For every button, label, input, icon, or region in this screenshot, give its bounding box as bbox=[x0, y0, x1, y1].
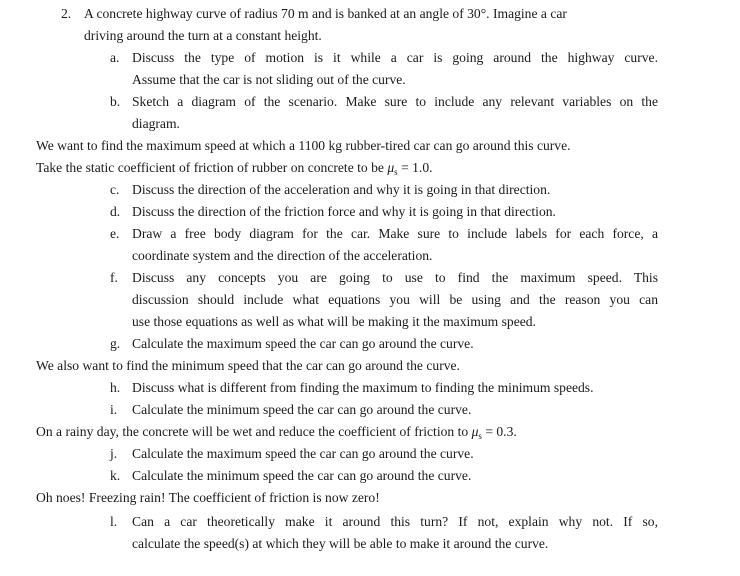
max-speed-intro-line2: Take the static coefficient of friction of rubber on concrete to be $\mu_s = 1.0$. bbox=[36, 160, 433, 177]
item-c-line1: Discuss the direction of the acceleration and why it is going in that direction. bbox=[132, 182, 551, 197]
problem-number: 2. bbox=[61, 6, 72, 21]
item-k-label: k. bbox=[110, 468, 121, 483]
min-speed-intro: We also want to find the minimum speed that the car can go around the curve. bbox=[36, 358, 460, 373]
max-speed-intro-line1: We want to find the maximum speed at which a 1100 kg rubber-tired car can go around this curve. bbox=[36, 138, 571, 153]
item-i-label: i. bbox=[110, 402, 118, 417]
item-j-label: j. bbox=[110, 446, 118, 461]
item-b-line1: Sketch a diagram of the scenario. Make sure to include any relevant variables on the bbox=[132, 94, 658, 109]
item-l-line1: Can a car theoretically make it around this turn? If not, explain why not. If so, bbox=[132, 514, 658, 529]
item-d-line1: Discuss the direction of the friction force and why it is going in that direction. bbox=[132, 204, 556, 219]
item-h-label: h. bbox=[110, 380, 121, 395]
item-f-line3: use those equations as well as what will be making it the maximum speed. bbox=[132, 314, 536, 329]
freezing-rain-intro: Oh noes! Freezing rain! The coefficient of friction is now zero! bbox=[36, 490, 380, 505]
item-a-line1: Discuss the type of motion is it while a car is going around the highway curve. bbox=[132, 50, 658, 65]
item-k-line1: Calculate the minimum speed the car can go around the curve. bbox=[132, 468, 472, 483]
item-h-line1: Discuss what is different from finding the maximum to finding the minimum speeds. bbox=[132, 380, 594, 395]
item-g-line1: Calculate the maximum speed the car can go around the curve. bbox=[132, 336, 474, 351]
item-e-label: e. bbox=[110, 226, 120, 241]
mu-symbol: μ bbox=[471, 424, 479, 439]
item-j-line1: Calculate the maximum speed the car can go around the curve. bbox=[132, 446, 474, 461]
rainy-day-intro: On a rainy day, the concrete will be wet and reduce the coefficient of friction to $\mu_s = 0.3$. bbox=[36, 424, 517, 441]
item-e-line2: coordinate system and the direction of the acceleration. bbox=[132, 248, 433, 263]
item-c-label: c. bbox=[110, 182, 120, 197]
item-d-label: d. bbox=[110, 204, 121, 219]
item-a-label: a. bbox=[110, 50, 120, 65]
problem-intro-line1: A concrete highway curve of radius 70 m and is banked at an angle of 30°. Imagine a car bbox=[84, 6, 567, 21]
problem-intro-line2: driving around the turn at a constant height. bbox=[84, 28, 322, 43]
item-f-line2: discussion should include what equations you will be using and the reason you can bbox=[132, 292, 658, 307]
item-e-line1: Draw a free body diagram for the car. Make sure to include labels for each force, a bbox=[132, 226, 658, 241]
item-f-line1: Discuss any concepts you are going to use to find the maximum speed. This bbox=[132, 270, 658, 285]
item-i-line1: Calculate the minimum speed the car can go around the curve. bbox=[132, 402, 472, 417]
item-f-label: f. bbox=[110, 270, 118, 285]
mu-symbol: μ bbox=[387, 160, 395, 175]
item-l-line2: calculate the speed(s) at which they will be able to make it around the curve. bbox=[132, 536, 549, 551]
item-l-label: l. bbox=[110, 514, 118, 529]
item-b-line2: diagram. bbox=[132, 116, 180, 131]
item-b-label: b. bbox=[110, 94, 121, 109]
item-a-line2: Assume that the car is not sliding out of the curve. bbox=[132, 72, 406, 87]
item-g-label: g. bbox=[110, 336, 121, 351]
